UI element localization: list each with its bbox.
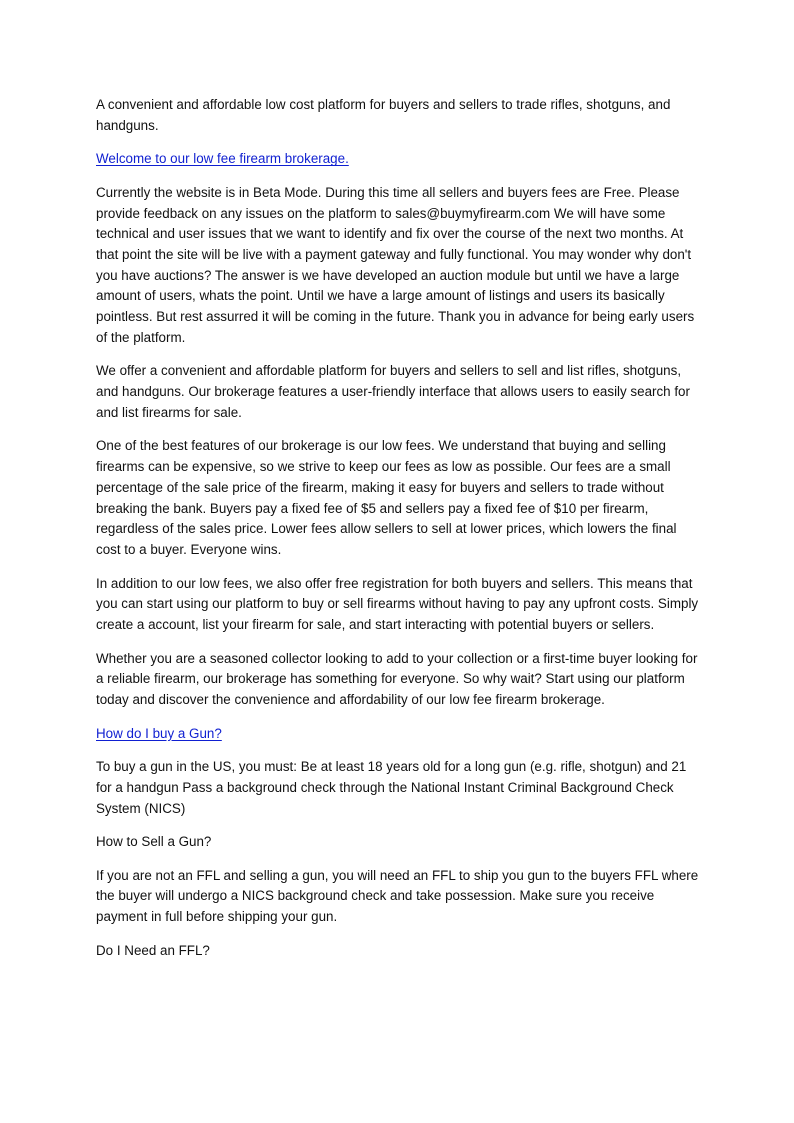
registration-paragraph: In addition to our low fees, we also offer free registration for both buyers and sellers. This means that you can start using our platform to buy or sell firearms without having to pay any upfront costs. Simply create a account, list your firearm for sale, and start interacting with potential buyers or sellers. [96, 575, 699, 632]
welcome-paragraph [96, 149, 699, 170]
intro-paragraph: A convenient and affordable low cost platform for buyers and sellers to trade rifles, shotguns, and handguns. [96, 97, 671, 133]
welcome-link[interactable]: Welcome to our low fee firearm brokerage. [96, 151, 349, 167]
audience-paragraph: Whether you are a seasoned collector looking to add to your collection or a first-time buyer looking for a reliable firearm, our brokerage has something for everyone. So why wait? Start using our platform today and discover the convenience and affordability of our low fee firearm brokerage. [96, 650, 698, 707]
sell-instructions-paragraph: If you are not an FFL and selling a gun, you will need an FFL to ship you gun to the buyers FFL where the buyer will undergo a NICS background check and take possession. Make sure you receive payment in full before shipping your gun. [96, 867, 699, 925]
sell-heading: How to Sell a Gun? [96, 834, 212, 850]
offer-paragraph: We offer a convenient and affordable platform for buyers and sellers to sell and list rifles, shotguns, and handguns. Our brokerage features a user-friendly interface that allows users to easily search for and list firearms for sale. [96, 363, 690, 420]
ffl-heading: Do I Need an FFL? [96, 942, 210, 958]
how-to-buy-link[interactable]: How do I buy a Gun? [96, 725, 222, 741]
fees-paragraph: One of the best features of our brokerage is our low fees. We understand that buying and selling firearms can be expensive, so we strive to keep our fees as low as possible. Our fees are a small percentage of the sale price of the firearm, making it easy for buyers and sellers to trade without breaking the bank. Buyers pay a fixed fee of $5 and sellers pay a fixed fee of $10 per firearm, regardless of the sales price. Lower fees allow sellers to sell at lower prices, which lowers the final cost to a buyer. Everyone wins. [96, 438, 677, 557]
beta-notice-paragraph: Currently the website is in Beta Mode. During this time all sellers and buyers fees are Free. Please provide feedback on any issues on the platform to sales@buymyfirearm.com We will have some technical and user issues that we want to identify and fix over the course of the next two months. At that point the site will be live with a payment gateway and fully functional. You may wonder why don't you have auctions? The answer is we have developed an auction module but until we have a large amount of users, whats the point. Until we have a large amount of listings and users its basically pointless. But rest assurred it will be coming in the future. Thank you in advance for being early users of the platform. [96, 184, 695, 345]
buy-requirements-paragraph: To buy a gun in the US, you must: Be at least 18 years old for a long gun (e.g. rifle, shotgun) and 21 for a handgun Pass a background check through the National Instant Criminal Background Check System (NICS) [96, 759, 687, 816]
document-page [96, 95, 699, 974]
buy-link-paragraph [96, 724, 699, 745]
